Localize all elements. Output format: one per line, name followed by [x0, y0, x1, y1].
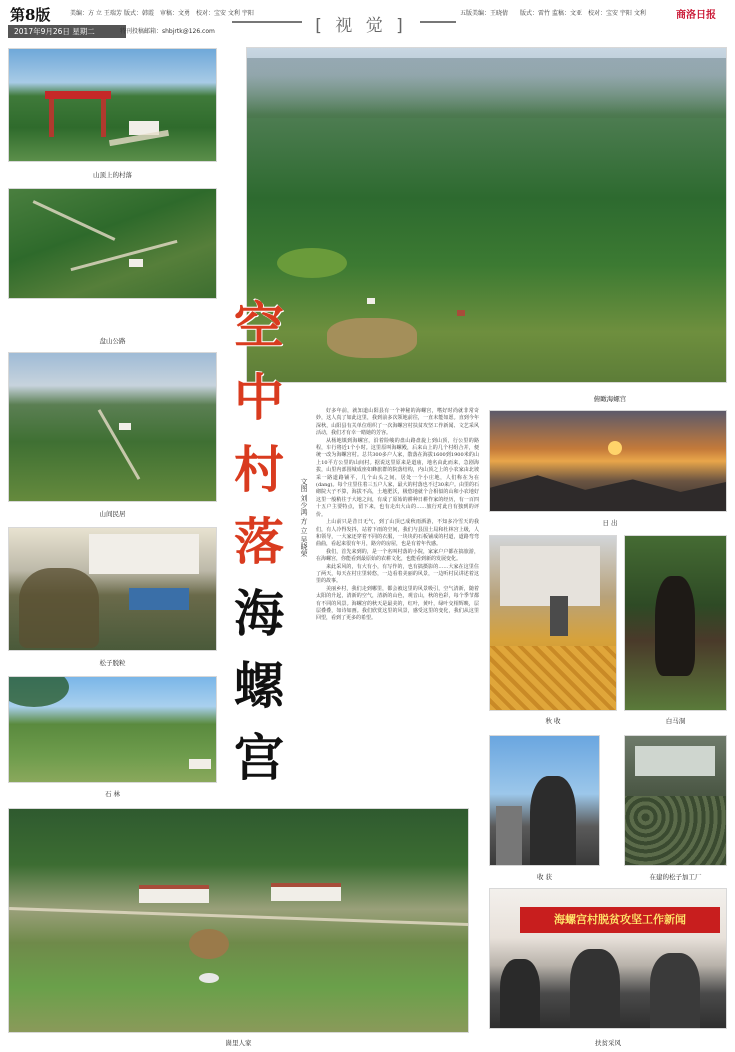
photo-autumn-harvest — [489, 535, 617, 711]
photo-aerial-village — [246, 47, 727, 383]
photo-pine-threshing — [8, 527, 217, 651]
corn-pile — [490, 646, 617, 711]
photo-mountain-road — [8, 188, 217, 299]
building-shape — [89, 534, 199, 574]
check-right: 校对：宝安 宇阳 文利 — [588, 10, 646, 17]
gate-post-left — [49, 97, 54, 137]
caption-aerial-village: 俯瞰海螺宫 — [593, 395, 627, 403]
road-shape — [70, 240, 177, 271]
newspaper-logo: 商洛日报 — [676, 10, 716, 21]
mountain-silhouette — [490, 471, 727, 512]
article-paragraph: 好多年前，就知道山阳县有一个神秘的海螺宫，嗜好时尚就非常奇妙，这人真了如此这里，我到前多次领地前往，一直未能如愿。直到今年深秋，山阳县有关单位组织了一次海螺宫村扶贫攻坚工作新闻、文艺采风活动，我们才有幸一睹她的芳容。 — [316, 408, 479, 437]
proof-right: 监稿：文亚 — [552, 10, 583, 17]
layout-right: 版式：雷竹 — [520, 10, 551, 17]
page-header — [0, 0, 735, 40]
check-left: 校对：宝安 文利 宇阳 — [196, 10, 254, 17]
article-paragraph: 上山前只是昔日无气，到了山顶已成秋雨洒游，不知多冷雪天的我们，有人冷得发抖，站着下雨的空间，我们与县国土局和杜林宫上级，人和领导，一大家还穿着不同的衣服，一块块的石板铺成的村道，道路弯弯曲曲，看起来很有年月，路旁的房屋，也是有着年代感。 — [316, 519, 479, 548]
haystack-shape — [189, 929, 229, 959]
photo-hilltop-village — [8, 48, 217, 162]
title-char: 宫 — [234, 728, 284, 787]
caption-hilltop-village: 山顶上的村落 — [93, 171, 132, 179]
machine-shape — [496, 806, 522, 866]
article-paragraph: 我们，首先来到的，是一个名叫村落的小院，家家户户都在搞旅游，在海螺宫，你能看到最原始的农耕文化，也能看到新的发展变化。 — [316, 548, 479, 563]
caption-mountain-homes: 山间民居 — [99, 510, 126, 518]
caption-press-tour: 扶贫采风 — [595, 1039, 621, 1047]
house-shape — [367, 298, 375, 304]
article-paragraph: 来此采风的，有大有小，有写作的，也有搞摄影的……大家在这里住了两天，每天在村庄里转悠，一边看着美丽的风景，一边听村民讲述着这里的故事。 — [316, 563, 479, 585]
photo-sunrise — [489, 410, 727, 512]
sun-shape — [608, 441, 622, 455]
editors-right: 五版美编：王晓倩 — [460, 10, 509, 17]
machine-shape — [129, 588, 189, 610]
page-number: 第8版 — [10, 6, 51, 24]
caption-harvest-man: 收 获 — [536, 873, 553, 881]
email: 特刊投稿邮箱：shbjrtk@126.com — [120, 28, 215, 35]
gate-post-right — [101, 97, 106, 137]
photo-pine-factory — [624, 735, 727, 866]
person-shape — [500, 959, 540, 1029]
title-char: 落 — [234, 512, 284, 571]
title-char: 螺 — [234, 656, 284, 715]
title-char: 中 — [234, 368, 284, 427]
article-body — [316, 408, 479, 623]
pond-shape — [199, 973, 219, 983]
title-char: 空 — [234, 296, 284, 355]
road-shape — [9, 907, 469, 926]
road-shape — [33, 200, 116, 241]
article-paragraph: 美丽乡村，我们走到哪里，都会被这里的风景吸引，空气清新，随着太阳的升起，清新的空气，清新的山色，观音山，秋的色彩，每个季节都有不同的风景。海螺宫的秋天是最美的，红叶，黄叶，绿叶交相辉映，层层叠叠，如诗如画。我们欣赏这里的风景，感受这里的变化，我们从这里回望，看到了更多的希望。 — [316, 585, 479, 622]
tree-shape — [8, 676, 69, 707]
field-shape — [277, 248, 347, 278]
house-shape — [129, 259, 143, 267]
house-shape — [271, 887, 341, 901]
house-shape — [119, 423, 131, 430]
gate-banner — [45, 91, 111, 99]
sack-pile — [635, 746, 715, 776]
house-shape — [189, 759, 211, 769]
photo-press-tour — [489, 888, 727, 1029]
caption-autumn-harvest: 秋 收 — [545, 717, 561, 725]
pinecone-pile — [625, 796, 727, 866]
person-shape — [530, 776, 576, 866]
header-rule-right — [420, 21, 456, 23]
caption-mountain-road: 盘山公路 — [99, 337, 126, 345]
caption-sunrise: 日 出 — [602, 519, 618, 527]
house-shape — [139, 889, 209, 903]
road-shape — [98, 409, 141, 480]
terrace-shape — [327, 318, 417, 358]
layout-left: 版式：韩霞 — [124, 10, 155, 17]
roof-shape — [139, 885, 209, 889]
person-shape — [550, 596, 568, 636]
person-shape — [570, 949, 620, 1029]
photo-white-horse-cave — [624, 535, 727, 711]
title-char: 海 — [234, 584, 284, 643]
editors-left: 美编：方 立 王瑞芳 — [70, 10, 122, 17]
person-shape — [650, 953, 700, 1029]
title-char: 村 — [234, 440, 284, 499]
date-bar: 2017年9月26日 星期二 — [8, 25, 126, 38]
mountain-ridge — [247, 58, 727, 118]
caption-pine-factory: 在建的松子加工厂 — [649, 873, 702, 881]
byline: 文图 刘少鸿 方 立 吴晓荣 — [300, 478, 308, 557]
header-rule-left — [232, 21, 302, 23]
section-title: [ 视 觉 ] — [315, 16, 407, 36]
proof-left: 审稿：文勇 — [160, 10, 191, 17]
article-title — [230, 290, 288, 794]
article-paragraph: 从杨地镇到海螺宫，沿着险峻的盘山路盘旋上到山顶，行公里的路程，车行将近1个小时。这里原叫海螺殿，后来山上的几个村组合并，便统一改为海螺宫村。总共300多户人家，散落在海拔1600到1900米的山上10平方公里的山间村。据说这里原来是道庙，地名由此而来，急剧海拔，山里内部围城成座如蜂旅群的院落结构，内山顶之上的小农家由北坡采一路道路铺平，几个山头之间，居处一个小庄地，人们称在为在(dang)。每个庄里住着三五户人家，最大的村落也不过30来户。由里的石砌院大子不算，海拔不高，土地肥沃，极悠地就个合相似的山和小农地好这里一般稍往于大地之间，有成了原始的耕种日耕作家的经历，有一百四十五户主要特点，留下来，也有走出大山的……旅行对此自有独到的评价。 — [316, 437, 479, 518]
roof-shape — [271, 883, 341, 887]
photo-mountain-homes — [8, 352, 217, 502]
photo-valley-homes — [8, 808, 469, 1033]
caption-stone-forest: 石 林 — [104, 790, 121, 798]
photo-stone-forest — [8, 676, 217, 783]
pinecone-pile — [19, 568, 99, 648]
caption-pine-threshing: 松子脱粒 — [99, 659, 126, 667]
photo-harvest-man — [489, 735, 600, 866]
caption-valley-homes: 崮里人家 — [225, 1039, 252, 1047]
house-shape — [457, 310, 465, 316]
event-banner: 海螺宫村脱贫攻坚工作新闻 — [520, 907, 720, 933]
caption-white-horse-cave: 白马洞 — [665, 717, 686, 725]
cave-opening — [655, 576, 695, 676]
